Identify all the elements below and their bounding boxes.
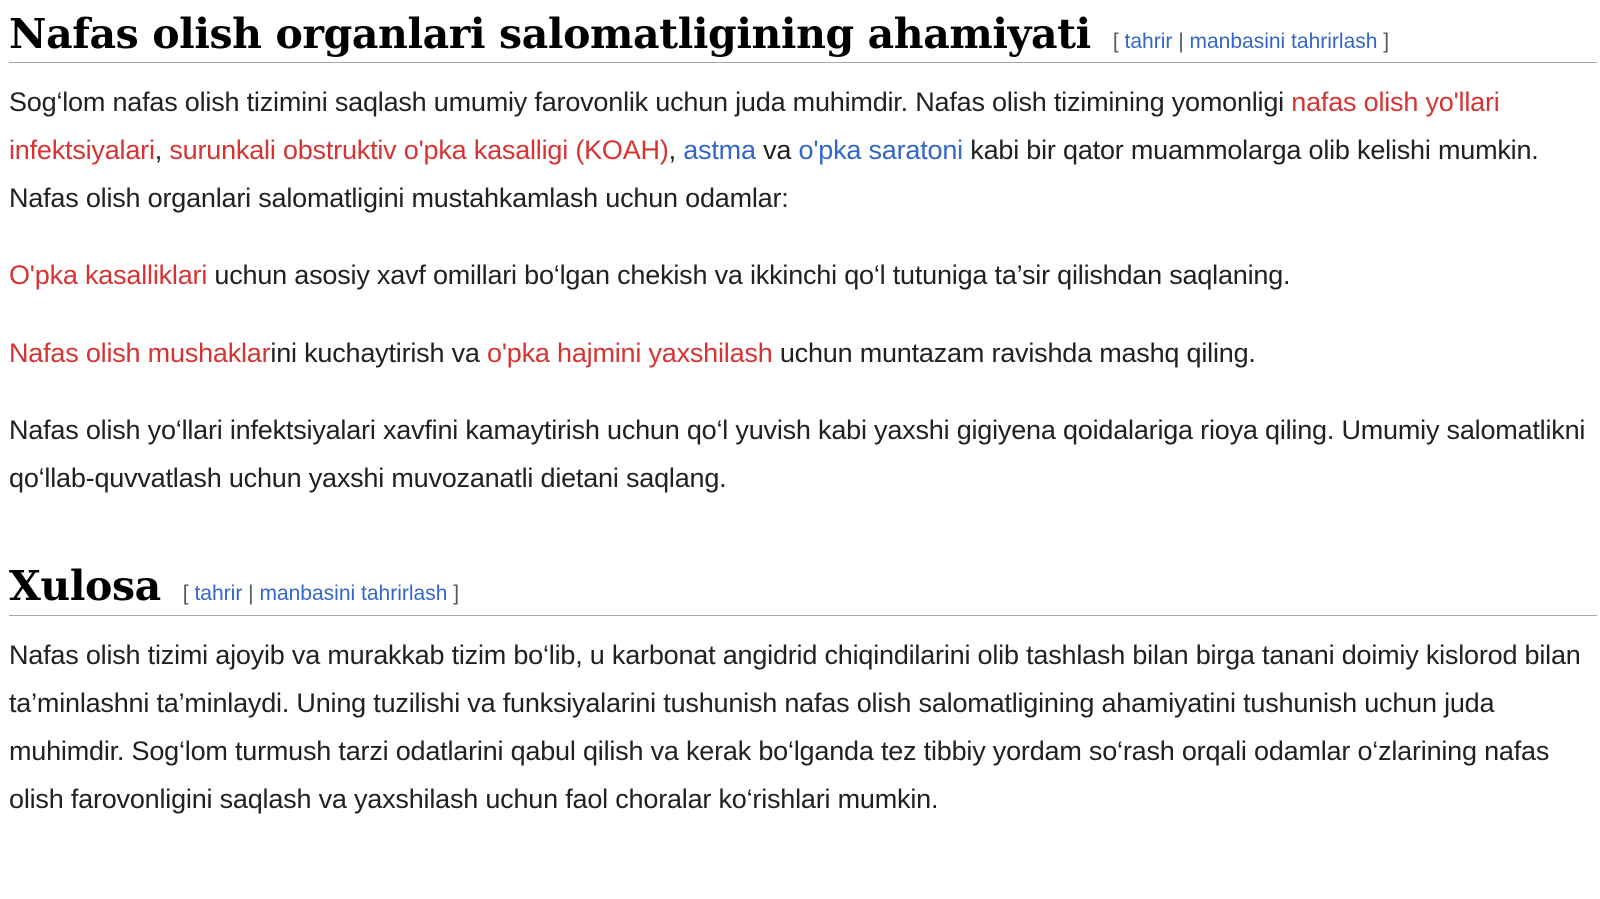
paragraph — [9, 78, 1597, 222]
paragraph-text: uchun muntazam ravishda mashq qiling. — [772, 338, 1256, 369]
edit-section-links — [183, 582, 459, 606]
edit-section-links — [1113, 30, 1389, 54]
paragraph-text: ini kuchaytirish va — [270, 338, 488, 369]
paragraph-text: uchun asosiy xavf omillari bo‘lgan chekish va ikkinchi qo‘l tutuniga ta’sir qilishdan saqlaning. — [207, 260, 1291, 291]
section-title: Nafas olish organlari salomatligining ahamiyati — [9, 10, 1091, 58]
link-copd[interactable]: surunkali obstruktiv o'pka kasalligi (KOAH) — [169, 135, 669, 166]
link-lung-diseases[interactable]: O'pka kasalliklari — [9, 260, 208, 291]
edit-link[interactable]: tahrir — [194, 582, 243, 606]
section-title: Xulosa — [9, 562, 161, 611]
link-lung-volume[interactable]: o'pka hajmini yaxshilash — [487, 338, 773, 369]
paragraph-text: va — [755, 135, 799, 166]
edit-bracket-close: ] — [1377, 30, 1390, 53]
link-lung-cancer[interactable]: o'pka saratoni — [798, 135, 963, 166]
paragraph — [9, 406, 1597, 502]
edit-source-link[interactable]: manbasini tahrirlash — [1189, 30, 1378, 53]
link-respiratory-muscles[interactable]: Nafas olish mushaklar — [9, 338, 271, 369]
link-asthma[interactable]: astma — [683, 135, 756, 166]
article-content — [9, 0, 1597, 823]
edit-link[interactable]: tahrir — [1124, 30, 1173, 53]
paragraph-text: , — [668, 135, 684, 166]
paragraph-text: Nafas olish tizimi ajoyib va murakkab tizim bo‘lib, u karbonat angidrid chiqindilarini olib tashlash bilan birga tanani doimiy kislorod bilan ta’minlashni ta’minlaydi. Uning tuzilishi va funksiyalarini tushunish nafas olish salomatligining ahamiyatini tushunish uchun juda muhimdir. Sog‘lom turmush tarzi odatlarini qabul qilish va kerak bo‘lganda tez tibbiy yordam so‘rash orqali odamlar o‘zlarining nafas olish farovonligini saqlash va yaxshilash uchun faol choralar ko‘rishlari mumkin. — [9, 639, 1581, 814]
paragraph-text: , — [154, 135, 170, 166]
edit-bracket-open: [ — [1112, 30, 1125, 53]
paragraph — [9, 329, 1597, 377]
edit-bracket-open: [ — [182, 582, 195, 606]
section-heading-conclusion — [9, 561, 1597, 615]
paragraph-text: kabi bir qator muammolarga olib kelishi mumkin. Nafas olish organlari salomatligini mustahkamlash uchun odamlar: — [9, 135, 1539, 214]
paragraph — [9, 631, 1597, 823]
paragraph-text: Nafas olish yo‘llari infektsiyalari xavfini kamaytirish uchun qo‘l yuvish kabi yaxshi gigiyena qoidalariga rioya qiling. Umumiy salomatlikni qo‘llab-quvvatlash uchun yaxshi muvozanatli dietani saqlang. — [9, 415, 1586, 494]
edit-bracket-close: ] — [447, 582, 460, 606]
section-heading-importance — [9, 0, 1597, 63]
edit-separator: | — [1172, 30, 1190, 53]
paragraph — [9, 251, 1597, 299]
edit-separator: | — [242, 582, 260, 606]
paragraph-text: Sog‘lom nafas olish tizimini saqlash umumiy farovonlik uchun juda muhimdir. Nafas olish tizimining yomonligi — [9, 87, 1292, 118]
link-respiratory-infections[interactable]: nafas olish yo'llari infektsiyalari — [9, 87, 1500, 166]
edit-source-link[interactable]: manbasini tahrirlash — [259, 582, 448, 606]
